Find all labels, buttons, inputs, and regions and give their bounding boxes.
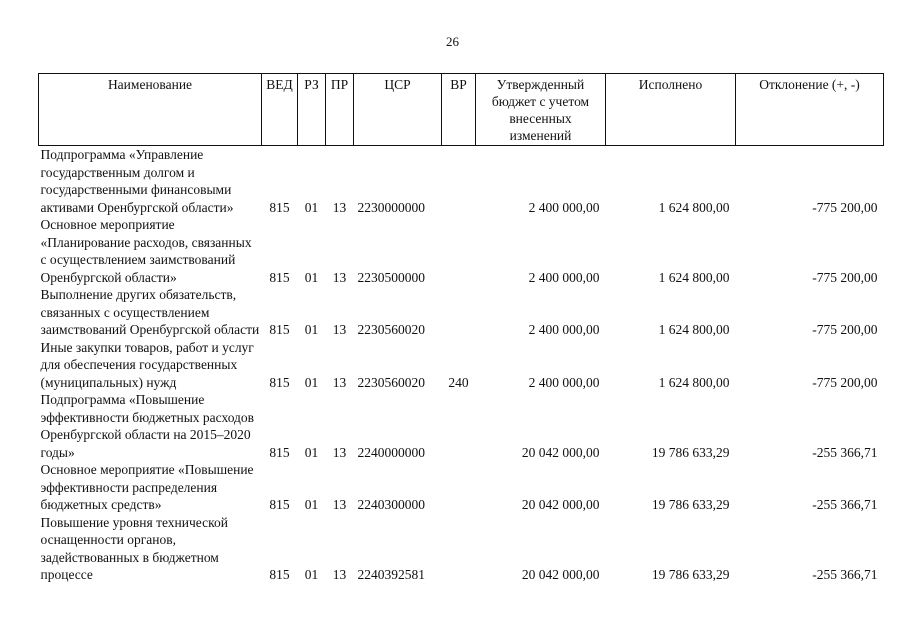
row-csr: 2240000000 <box>357 444 425 460</box>
table-row <box>39 514 884 584</box>
row-deviation: -255 366,71 <box>812 444 878 460</box>
row-vr: 240 <box>448 374 469 390</box>
row-ved: 815 <box>269 444 290 460</box>
table-header-row <box>39 74 884 146</box>
row-name: Иные закупки товаров, работ и услуг для обеспечения государственных (муниципальных) нужд <box>40 339 254 390</box>
row-approved: 2 400 000,00 <box>528 374 600 390</box>
row-ved: 815 <box>269 374 290 390</box>
row-rz: 01 <box>304 444 319 460</box>
row-csr: 2240392581 <box>357 567 425 582</box>
row-rz: 01 <box>304 199 319 215</box>
row-deviation: -775 200,00 <box>812 269 878 285</box>
row-deviation: -775 200,00 <box>812 199 878 215</box>
row-csr: 2240300000 <box>357 497 425 512</box>
row-csr: 2230000000 <box>357 199 425 215</box>
row-ved: 815 <box>269 199 290 215</box>
header-pr: ПР <box>326 74 354 146</box>
header-rz: РЗ <box>298 74 326 146</box>
row-vr <box>442 391 476 461</box>
row-name: Основное мероприятие «Планирование расходов, связанных с осуществлением заимствований Оренбургской области» <box>40 217 252 285</box>
row-deviation: -775 200,00 <box>812 374 878 390</box>
row-ved: 815 <box>269 497 290 512</box>
row-name: Подпрограмма «Повышение эффективности бюджетных расходов Оренбургской области на 2015–2020 годы» <box>40 392 255 460</box>
row-deviation: -775 200,00 <box>812 322 878 337</box>
budget-execution-table <box>38 73 884 584</box>
row-vr <box>442 216 476 286</box>
row-pr: 13 <box>332 567 347 582</box>
table-row <box>39 146 884 217</box>
row-approved: 20 042 000,00 <box>521 567 600 582</box>
row-csr: 2230560020 <box>357 374 425 390</box>
row-pr: 13 <box>332 497 347 512</box>
row-rz: 01 <box>304 497 319 512</box>
header-executed: Исполнено <box>606 74 736 146</box>
row-executed: 19 786 633,29 <box>651 497 730 512</box>
row-ved: 815 <box>269 567 290 582</box>
row-ved: 815 <box>269 269 290 285</box>
row-executed: 19 786 633,29 <box>651 567 730 582</box>
row-approved: 2 400 000,00 <box>528 322 600 337</box>
row-csr: 2230560020 <box>357 322 425 337</box>
header-vr: ВР <box>442 74 476 146</box>
table-row <box>39 391 884 461</box>
row-name: Подпрограмма «Управление государственным долгом и государственными финансовыми активами Оренбургской области» <box>40 147 234 215</box>
row-name: Повышение уровня технической оснащенности органов, задействованных в бюджетном процессе <box>40 514 228 582</box>
header-name: Наименование <box>39 74 262 146</box>
row-vr <box>442 461 476 514</box>
table-row <box>39 286 884 339</box>
row-vr <box>442 146 476 217</box>
table-row <box>39 461 884 514</box>
row-pr: 13 <box>332 199 347 215</box>
header-approved-budget: Утвержденный бюджет с учетом внесенных изменений <box>476 74 606 146</box>
row-executed: 1 624 800,00 <box>658 199 730 215</box>
table-row <box>39 216 884 286</box>
row-executed: 1 624 800,00 <box>658 322 730 337</box>
row-rz: 01 <box>304 269 319 285</box>
header-deviation: Отклонение (+, -) <box>736 74 884 146</box>
row-executed: 19 786 633,29 <box>651 444 730 460</box>
row-pr: 13 <box>332 374 347 390</box>
row-rz: 01 <box>304 567 319 582</box>
row-deviation: -255 366,71 <box>812 567 878 582</box>
row-vr <box>442 514 476 584</box>
row-name: Выполнение других обязательств, связанных с осуществлением заимствований Оренбургской области <box>40 287 260 337</box>
row-approved: 20 042 000,00 <box>521 444 600 460</box>
row-pr: 13 <box>332 269 347 285</box>
row-vr <box>442 286 476 339</box>
table-row <box>39 339 884 392</box>
row-ved: 815 <box>269 322 290 337</box>
row-name: Основное мероприятие «Повышение эффективности распределения бюджетных средств» <box>40 462 254 512</box>
header-ved: ВЕД <box>262 74 298 146</box>
row-csr: 2230500000 <box>357 269 425 285</box>
row-executed: 1 624 800,00 <box>658 269 730 285</box>
row-executed: 1 624 800,00 <box>658 374 730 390</box>
row-approved: 20 042 000,00 <box>521 497 600 512</box>
row-pr: 13 <box>332 322 347 337</box>
row-deviation: -255 366,71 <box>812 497 878 512</box>
row-approved: 2 400 000,00 <box>528 199 600 215</box>
row-rz: 01 <box>304 322 319 337</box>
row-approved: 2 400 000,00 <box>528 269 600 285</box>
page-number: 26 <box>446 34 459 49</box>
row-rz: 01 <box>304 374 319 390</box>
row-pr: 13 <box>332 444 347 460</box>
header-csr: ЦСР <box>354 74 442 146</box>
